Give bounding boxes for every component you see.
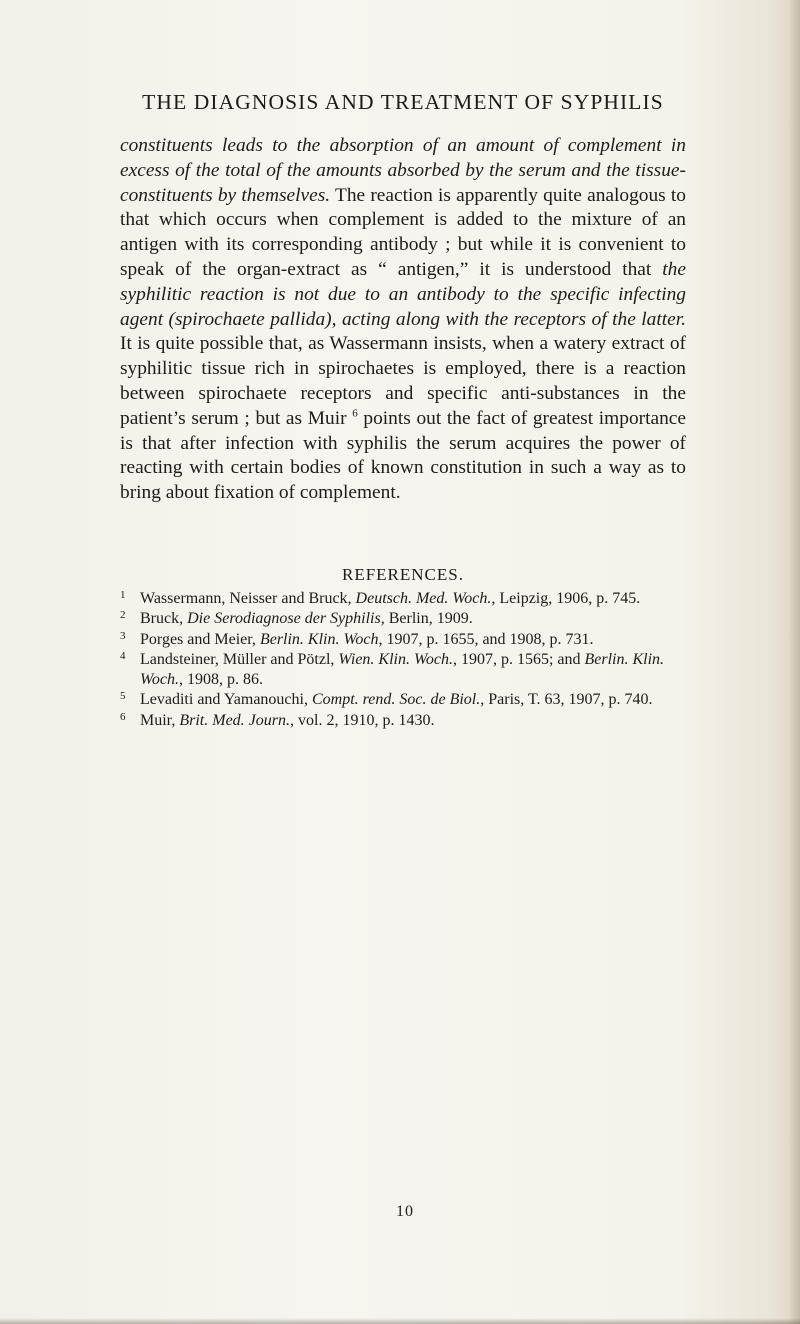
reference-authors: Muir,	[140, 711, 180, 729]
reference-item: 1 Wassermann, Neisser and Bruck, Deutsch. Med. Woch., Leipzig, 1906, p. 745.	[120, 589, 641, 607]
body-text-1: The reaction is apparently quite analogous to that which occurs when complement is added to the mixture of an antigen with its corresponding antibody ; but while it is convenient to speak of the organ-extract as “ antigen,” it is understood that	[120, 184, 686, 280]
reference-journal-2: Berlin. Klin. Woch.	[140, 650, 665, 689]
running-head: THE DIAGNOSIS AND TREATMENT OF SYPHILIS	[142, 90, 664, 114]
references-heading: REFERENCES.	[342, 565, 464, 584]
reference-item: 2 Bruck, Die Serodiagnose der Syphilis, Berlin, 1909.	[120, 609, 473, 628]
reference-journal: Deutsch. Med. Woch.	[355, 590, 492, 607]
reference-details: , Berlin, 1909.	[380, 610, 473, 628]
reference-item: 5 Levaditi and Yamanouchi, Compt. rend. Soc. de Biol., Paris, T. 63, 1907, p. 740.	[120, 690, 653, 709]
reference-item: 3 Porges and Meier, Berlin. Klin. Woch, 1907, p. 1655, and 1908, p. 731.	[120, 629, 594, 648]
page-number: 10	[396, 1203, 414, 1220]
reference-item: 4 Landsteiner, Müller and Pötzl, Wien. Klin. Woch., 1907, p. 1565; and Berlin. Klin. Woch., 1908, p. 86.	[120, 649, 665, 689]
reference-details: , vol. 2, 1910, p. 1430.	[290, 711, 435, 729]
reference-details: , Leipzig, 1906, p. 745.	[491, 590, 641, 607]
reference-details: , 1907, p. 1565; and	[452, 650, 585, 668]
reference-details: , Paris, T. 63, 1907, p. 740.	[480, 691, 653, 709]
reference-journal: Berlin. Klin. Woch	[259, 630, 379, 648]
reference-authors: Landsteiner, Müller and Pötzl,	[140, 650, 339, 668]
reference-journal: Wien. Klin. Woch.	[338, 650, 453, 668]
body-italic-2: the syphilitic reaction is not due to an antibody to the specific infecting agent (spirochaete pallida), acting along with the receptors of the latter.	[120, 258, 686, 330]
reference-journal: Compt. rend. Soc. de Biol.	[311, 691, 481, 709]
reference-details-2: , 1908, p. 86.	[178, 671, 263, 689]
page-bottom-shadow	[0, 1318, 800, 1324]
reference-details: , 1907, p. 1655, and 1908, p. 731.	[378, 630, 594, 648]
reference-journal: Brit. Med. Journ.	[179, 711, 291, 729]
reference-authors: Levaditi and Yamanouchi,	[140, 691, 312, 709]
reference-authors: Porges and Meier,	[140, 630, 260, 648]
body-italic-1: constituents leads to the absorption of an amount of complement in excess of the total of the amounts absorbed by the serum and the tissue-constituents by themselves.	[120, 135, 686, 206]
reference-authors: Bruck,	[140, 610, 188, 628]
body-text-2: It is quite possible that, as Wassermann insists, when a watery extract of syphilitic tissue rich in spirochaetes is employed, there is a reaction between spirochaete receptors and specific anti-substances in the patient’s serum ; but as Muir	[120, 333, 686, 429]
body-paragraph	[120, 134, 686, 506]
reference-item: 6 Muir, Brit. Med. Journ., vol. 2, 1910, p. 1430.	[120, 710, 435, 729]
reference-journal: Die Serodiagnose der Syphilis	[187, 610, 381, 628]
reference-authors: Wassermann, Neisser and Bruck,	[140, 590, 356, 607]
body-text-3: points out the fact of greatest importance is that after infection with syphilis the serum acquires the power of reacting with certain bodies of known constitution in such a way as to bring about fixation of complement.	[120, 407, 687, 504]
page-edge-shadow	[788, 0, 800, 1324]
footnote-marker: 6	[352, 407, 358, 420]
references-list	[120, 589, 690, 731]
